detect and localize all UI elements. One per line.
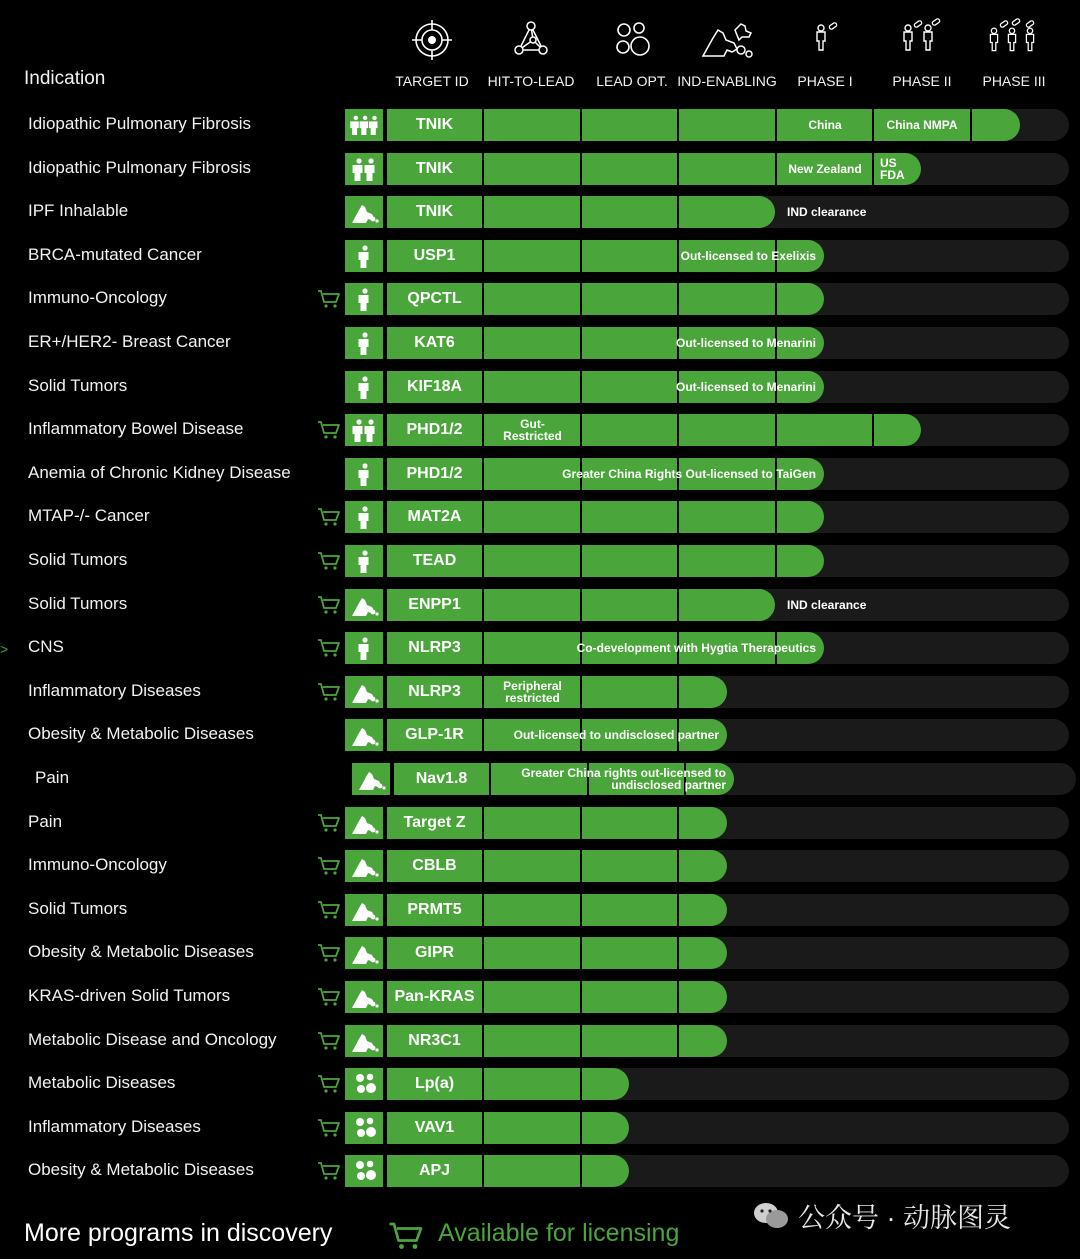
pipeline-row[interactable] — [0, 676, 1080, 708]
target-name: GIPR — [414, 944, 455, 961]
modality-badge — [345, 1112, 385, 1144]
pipeline-row[interactable] — [0, 850, 1080, 882]
target-name: TNIK — [415, 116, 454, 133]
indication-column-header: Indication — [24, 68, 106, 89]
stage-divider — [677, 283, 679, 315]
target-name: KAT6 — [414, 334, 455, 351]
stage-label: LEAD OPT. — [596, 73, 668, 89]
stage-divider — [677, 589, 679, 621]
shopping-cart-icon — [317, 813, 341, 833]
indication-label: IPF Inhalable — [28, 201, 129, 220]
stage-hit-to-lead — [481, 18, 581, 89]
target-name: USP1 — [413, 247, 456, 264]
indication-label: Obesity & Metabolic Diseases — [28, 1160, 254, 1179]
indication-label: Pain — [28, 812, 63, 831]
target-name: NLRP3 — [408, 639, 461, 656]
stage-divider — [677, 196, 679, 228]
pipeline-row[interactable] — [0, 807, 1080, 839]
program-note — [484, 458, 816, 490]
pipeline-row[interactable] — [0, 283, 1080, 315]
stage-divider — [677, 414, 679, 446]
indication-label: ER+/HER2- Breast Cancer — [28, 332, 231, 351]
indication-label: Idiopathic Pulmonary Fibrosis — [28, 114, 251, 133]
stage-divider — [580, 545, 582, 577]
shopping-cart-icon — [388, 1221, 424, 1251]
indication-label: Anemia of Chronic Kidney Disease — [28, 463, 291, 482]
stage-divider — [482, 676, 484, 708]
indication-label: Pain — [35, 768, 70, 787]
indication-label: Inflammatory Bowel Disease — [28, 419, 244, 438]
shopping-cart-icon — [317, 638, 341, 658]
program-note-text: Greater China Rights Out-licensed to TaiGen — [562, 467, 816, 481]
stage-divider — [580, 414, 582, 446]
target-name: TEAD — [412, 552, 457, 569]
stage-divider — [482, 109, 484, 141]
program-note — [485, 414, 580, 446]
stage-divider — [580, 283, 582, 315]
program-note-text: Greater China rights out-licensed to undisclosed partner — [521, 766, 726, 792]
program-note — [484, 719, 719, 751]
target-name: KIF18A — [406, 378, 463, 395]
molecule-network-icon — [481, 18, 581, 62]
shopping-cart-icon — [317, 420, 341, 440]
target-name: MAT2A — [407, 508, 462, 525]
target-name: PHD1/2 — [406, 465, 463, 482]
modality-badge — [345, 719, 385, 751]
program-note-text: Out-licensed to Exelixis — [680, 249, 816, 263]
program-note-text: US FDA — [880, 156, 905, 182]
modality-badge — [345, 371, 385, 403]
program-note — [777, 153, 873, 185]
indication-label: Inflammatory Diseases — [28, 1117, 201, 1136]
program-note — [484, 240, 816, 272]
modality-badge — [345, 545, 385, 577]
indication-label: Obesity & Metabolic Diseases — [28, 724, 254, 743]
shopping-cart-icon — [317, 1031, 341, 1051]
indication-label: Metabolic Disease and Oncology — [28, 1030, 277, 1049]
indication-label: KRAS-driven Solid Tumors — [28, 986, 231, 1005]
program-note-text: Peripheral restricted — [503, 679, 562, 705]
indication-label: Metabolic Diseases — [28, 1073, 176, 1092]
stage-divider — [872, 414, 874, 446]
target-name: Pan-KRAS — [394, 988, 475, 1005]
target-name: TNIK — [415, 203, 454, 220]
stage-phase-i — [775, 18, 875, 89]
stage-divider — [970, 109, 972, 141]
shopping-cart-icon — [317, 595, 341, 615]
stage-label: PHASE III — [982, 73, 1046, 89]
shopping-cart-icon — [317, 682, 341, 702]
indication-label: MTAP-/- Cancer — [28, 506, 150, 525]
stage-divider — [677, 153, 679, 185]
more-programs-text: More programs in discovery — [24, 1219, 333, 1247]
stage-divider — [482, 1025, 484, 1057]
stage-divider — [580, 676, 582, 708]
stage-divider — [677, 894, 679, 926]
indication-label: Obesity & Metabolic Diseases — [28, 942, 254, 961]
target-name: CBLB — [412, 857, 457, 874]
stage-divider — [677, 109, 679, 141]
stage-divider — [580, 937, 582, 969]
shopping-cart-icon — [317, 900, 341, 920]
program-note — [484, 632, 816, 664]
modality-badge — [345, 1068, 385, 1100]
stage-divider — [482, 153, 484, 185]
stage-divider — [482, 283, 484, 315]
modality-badge — [345, 850, 385, 882]
stage-divider — [677, 1025, 679, 1057]
target-name: Target Z — [403, 814, 466, 831]
pipeline-row[interactable] — [0, 458, 1080, 490]
wechat-icon — [752, 1200, 790, 1232]
target-icon — [382, 18, 482, 62]
stage-divider — [482, 414, 484, 446]
stage-divider — [482, 589, 484, 621]
program-note — [484, 371, 816, 403]
target-name: PRMT5 — [407, 901, 462, 918]
modality-badge — [345, 240, 385, 272]
modality-badge — [345, 109, 385, 141]
target-name: PHD1/2 — [406, 421, 463, 438]
modality-badge — [352, 763, 392, 795]
pipeline-row[interactable] — [0, 1155, 1080, 1187]
indication-label: Idiopathic Pulmonary Fibrosis — [28, 158, 251, 177]
stage-divider — [482, 850, 484, 882]
target-name: NLRP3 — [408, 683, 461, 700]
stage-divider — [580, 981, 582, 1013]
three-people-pill-icon — [964, 18, 1064, 62]
shopping-cart-icon — [317, 1074, 341, 1094]
stage-divider — [482, 1155, 484, 1187]
program-note — [787, 589, 907, 621]
watermark-text: 公众号 · 动脉图灵 — [798, 1203, 1011, 1233]
modality-badge — [345, 676, 385, 708]
program-note-text: China NMPA — [886, 118, 958, 132]
pipeline-row[interactable] — [0, 1112, 1080, 1144]
shopping-cart-icon — [317, 856, 341, 876]
modality-badge — [345, 981, 385, 1013]
stage-divider — [482, 545, 484, 577]
pipeline-row[interactable] — [0, 240, 1080, 272]
stage-target-id — [382, 18, 482, 89]
modality-badge — [345, 1155, 385, 1187]
stage-divider — [482, 501, 484, 533]
stage-divider — [580, 501, 582, 533]
shopping-cart-icon — [317, 1161, 341, 1181]
stage-divider — [482, 807, 484, 839]
stage-divider — [677, 850, 679, 882]
watermark — [752, 1196, 1011, 1235]
target-name: Nav1.8 — [415, 770, 468, 787]
stage-divider — [677, 545, 679, 577]
stage-divider — [482, 1112, 484, 1144]
modality-badge — [345, 153, 385, 185]
stage-divider — [580, 589, 582, 621]
program-note-text: Co-development with Hygtia Therapeutics — [576, 641, 816, 655]
stage-divider — [580, 1068, 582, 1100]
stage-phase-ii — [872, 18, 972, 89]
stage-divider — [580, 807, 582, 839]
modality-badge — [345, 458, 385, 490]
shopping-cart-icon — [317, 987, 341, 1007]
pipeline-header — [0, 0, 1080, 100]
indication-label: Inflammatory Diseases — [28, 681, 201, 700]
stage-label: TARGET ID — [395, 73, 469, 89]
program-note-text: Gut- Restricted — [503, 417, 562, 443]
shopping-cart-icon — [317, 507, 341, 527]
program-note-text: IND clearance — [787, 205, 867, 219]
shopping-cart-icon — [317, 289, 341, 309]
modality-badge — [345, 283, 385, 315]
pipeline-row[interactable] — [0, 327, 1080, 359]
indication-label: Solid Tumors — [28, 594, 128, 613]
target-name: NR3C1 — [408, 1032, 461, 1049]
program-note — [484, 327, 816, 359]
stage-divider — [580, 850, 582, 882]
stage-divider — [775, 414, 777, 446]
modality-badge — [345, 327, 385, 359]
target-name: QPCTL — [407, 290, 462, 307]
pipeline-row[interactable] — [0, 414, 1080, 446]
stage-divider — [580, 109, 582, 141]
stage-divider — [775, 501, 777, 533]
program-note — [777, 109, 873, 141]
program-note-text: China — [808, 118, 842, 132]
stage-divider — [677, 937, 679, 969]
pipeline-row[interactable] — [0, 763, 1080, 795]
program-note-text: Out-licensed to Menarini — [675, 336, 816, 350]
pipeline-row[interactable] — [0, 1068, 1080, 1100]
program-note — [874, 109, 970, 141]
pipeline-row[interactable] — [0, 109, 1080, 141]
program-note-text: IND clearance — [787, 598, 867, 612]
program-note-text: New Zealand — [788, 162, 862, 176]
program-note-text: Out-licensed to Menarini — [675, 380, 816, 394]
shopping-cart-icon — [317, 1118, 341, 1138]
pipeline-row[interactable] — [0, 545, 1080, 577]
indication-label: Solid Tumors — [28, 899, 128, 918]
pipeline-row[interactable] — [0, 632, 1080, 664]
stage-divider — [482, 1068, 484, 1100]
shopping-cart-icon — [317, 551, 341, 571]
target-name: GLP-1R — [405, 726, 464, 743]
stage-divider — [775, 283, 777, 315]
modality-badge — [345, 501, 385, 533]
pipeline-row[interactable] — [0, 501, 1080, 533]
pipeline-row[interactable] — [0, 371, 1080, 403]
modality-badge — [345, 1025, 385, 1057]
stage-ind-enabling — [677, 18, 777, 89]
modality-badge — [345, 807, 385, 839]
two-people-pill-icon — [872, 18, 972, 62]
stage-divider — [677, 676, 679, 708]
stage-divider — [580, 196, 582, 228]
single-person-pill-icon — [775, 18, 875, 62]
stage-divider — [775, 545, 777, 577]
stage-divider — [677, 981, 679, 1013]
indication-label: Solid Tumors — [28, 550, 128, 569]
circles-cluster-icon — [582, 18, 682, 62]
stage-label: HIT-TO-LEAD — [487, 73, 575, 89]
pipeline-row[interactable] — [0, 719, 1080, 751]
stage-divider — [482, 937, 484, 969]
stage-label: PHASE I — [797, 73, 853, 89]
stage-divider — [580, 1112, 582, 1144]
shopping-cart-icon — [317, 943, 341, 963]
indication-label: Solid Tumors — [28, 376, 128, 395]
animal-testing-icon — [677, 18, 777, 62]
chevron-right-icon: > — [0, 641, 9, 657]
target-name: APJ — [418, 1162, 451, 1179]
stage-divider — [580, 153, 582, 185]
stage-divider — [580, 1025, 582, 1057]
stage-lead-opt — [582, 18, 682, 89]
stage-label: IND-ENABLING — [677, 73, 777, 89]
footer — [0, 1203, 1080, 1259]
program-note-text: Out-licensed to undisclosed partner — [513, 728, 719, 742]
pipeline-row[interactable] — [0, 153, 1080, 185]
pipeline-row[interactable] — [0, 1025, 1080, 1057]
stage-divider — [482, 196, 484, 228]
licensing-legend-label: Available for licensing — [438, 1219, 680, 1247]
modality-badge — [345, 414, 385, 446]
modality-badge — [345, 937, 385, 969]
modality-badge — [345, 632, 385, 664]
target-name: Lp(a) — [414, 1075, 455, 1092]
stage-divider — [482, 894, 484, 926]
target-name: ENPP1 — [408, 596, 461, 613]
stage-label: PHASE II — [892, 73, 952, 89]
target-name: VAV1 — [414, 1119, 455, 1136]
stage-divider — [580, 894, 582, 926]
stage-divider — [580, 1155, 582, 1187]
program-note — [787, 196, 907, 228]
indication-label: CNS — [28, 637, 64, 656]
stage-divider — [677, 501, 679, 533]
modality-badge — [345, 894, 385, 926]
indication-label: BRCA-mutated Cancer — [28, 245, 202, 264]
modality-badge — [345, 196, 385, 228]
pipeline-row[interactable] — [0, 981, 1080, 1013]
indication-label: Immuno-Oncology — [28, 855, 167, 874]
stage-divider — [677, 807, 679, 839]
program-note — [485, 676, 580, 708]
modality-badge — [345, 589, 385, 621]
pipeline-row[interactable] — [0, 937, 1080, 969]
stage-divider — [482, 981, 484, 1013]
program-note — [874, 153, 976, 185]
program-note — [491, 763, 726, 795]
indication-label: Immuno-Oncology — [28, 288, 167, 307]
stage-phase-iii — [964, 18, 1064, 89]
pipeline-row[interactable] — [0, 894, 1080, 926]
pipeline-row[interactable] — [0, 589, 1080, 621]
pipeline-row[interactable] — [0, 196, 1080, 228]
target-name: TNIK — [415, 160, 454, 177]
